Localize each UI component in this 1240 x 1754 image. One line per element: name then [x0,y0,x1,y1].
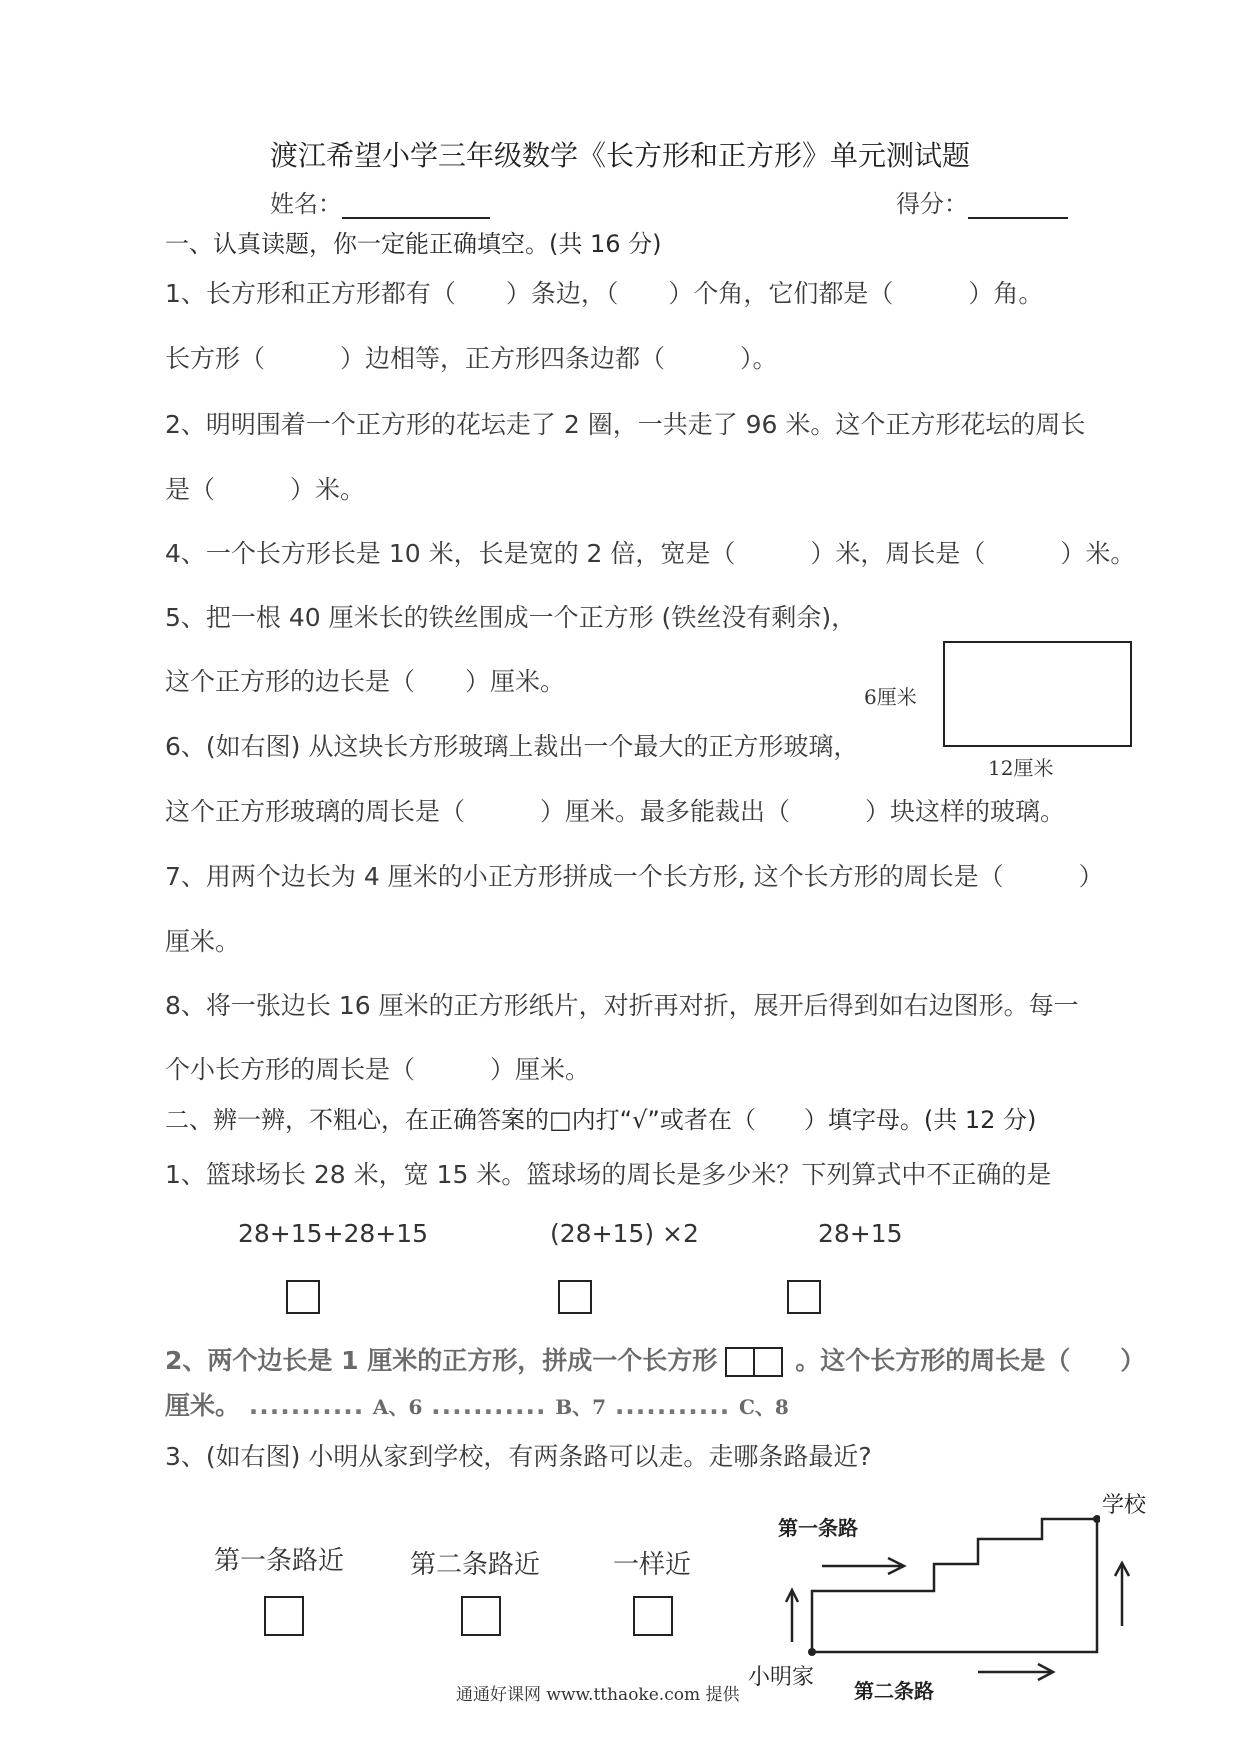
score-row [896,184,1068,219]
question-line: 4、一个长方形长是 10 米，长是宽的 2 倍，宽是（ ）米，周长是（ ）米。 [165,539,1136,568]
checkbox-option-b[interactable] [558,1280,592,1314]
question-line: 这个正方形的边长是（ ）厘米。 [165,667,566,696]
route-option-same: 一样近 [613,1550,692,1580]
q2-options-line [165,1386,789,1422]
q2-option-c: C、8 [739,1395,789,1419]
glass-rectangle-figure [943,641,1132,747]
question-line: 6、(如右图) 从这块长方形玻璃上裁出一个最大的正方形玻璃， [165,732,859,761]
formula-option-c: 28+15 [818,1219,903,1248]
score-field[interactable] [968,191,1068,219]
checkbox-route-first[interactable] [264,1596,304,1636]
question-line: 长方形（ ）边相等，正方形四条边都（ ）。 [165,344,778,373]
checkbox-option-c[interactable] [787,1280,821,1314]
question-line: 个小长方形的周长是（ ）厘米。 [165,1055,591,1084]
school-dot [1093,1515,1100,1523]
checkbox-option-a[interactable] [286,1280,320,1314]
section-2-heading: 二、辨一辨，不粗心，在正确答案的□内打“√”或者在（ ）填字母。(共 12 分) [165,1106,1037,1134]
question-line: 8、将一张边长 16 厘米的正方形纸片，对折再对折，展开后得到如右边图形。每一 [165,991,1079,1020]
checkbox-route-second[interactable] [461,1596,501,1636]
q2-text-before: 2、两个边长是 1 厘米的正方形，拼成一个长方形 [165,1346,718,1375]
question-line: 厘米。 [165,927,241,956]
name-row [270,184,490,219]
checkbox-route-same[interactable] [633,1596,673,1636]
question-line: 是（ ）米。 [165,475,366,504]
figure-width-label: 12厘米 [988,756,1054,780]
leader-dots: ........... [614,1391,731,1420]
name-field[interactable] [342,191,490,219]
section-1-heading: 一、认真读题，你一定能正确填空。(共 16 分) [165,230,662,258]
route-two-label: 第二条路 [854,1679,934,1703]
route-option-first: 第一条路近 [214,1546,345,1576]
page-title: 渡江希望小学三年级数学《长方形和正方形》单元测试题 [269,139,970,172]
formula-option-a: 28+15+28+15 [238,1219,429,1248]
question-line: 3、(如右图) 小明从家到学校，有两条路可以走。走哪条路最近? [165,1442,872,1471]
two-squares-figure [717,1349,795,1375]
leader-dots: ........... [431,1391,547,1420]
name-label: 姓名： [270,190,342,218]
formula-option-b: (28+15) ×2 [550,1219,699,1248]
home-dot [808,1648,816,1656]
footer-text: 通通好课网 www.tthaoke.com 提供 [456,1685,740,1705]
q2-option-a: A、6 [372,1395,423,1419]
q2-text-after: 。这个长方形的周长是（ ） [795,1346,1146,1375]
route-one-label: 第一条路 [778,1516,858,1540]
question-line: 5、把一根 40 厘米长的铁丝围成一个正方形 (铁丝没有剩余)， [165,603,857,632]
home-label: 小明家 [748,1665,815,1690]
question-line [165,1341,1145,1377]
q2-option-b: B、7 [555,1395,607,1419]
q2-line2-start: 厘米。 [165,1391,241,1420]
question-line: 1、篮球场长 28 米，宽 15 米。篮球场的周长是多少米？下列算式中不正确的是 [165,1160,1052,1189]
route-option-second: 第二条路近 [410,1550,541,1580]
right-arrow-icon [976,1660,1056,1684]
school-label: 学校 [1102,1493,1147,1518]
up-arrow-icon [1110,1560,1134,1630]
question-line: 1、长方形和正方形都有（ ）条边，（ ）个角，它们都是（ ）角。 [165,279,1044,308]
score-label: 得分： [896,190,968,218]
figure-height-label: 6厘米 [864,685,917,709]
question-line: 2、明明围着一个正方形的花坛走了 2 圈，一共走了 96 米。这个正方形花坛的周长 [165,410,1086,439]
question-line: 这个正方形玻璃的周长是（ ）厘米。最多能裁出（ ）块这样的玻璃。 [165,797,1066,826]
question-line: 7、用两个边长为 4 厘米的小正方形拼成一个长方形, 这个长方形的周长是（ ） [165,862,1104,891]
leader-dots: ........... [248,1391,365,1420]
